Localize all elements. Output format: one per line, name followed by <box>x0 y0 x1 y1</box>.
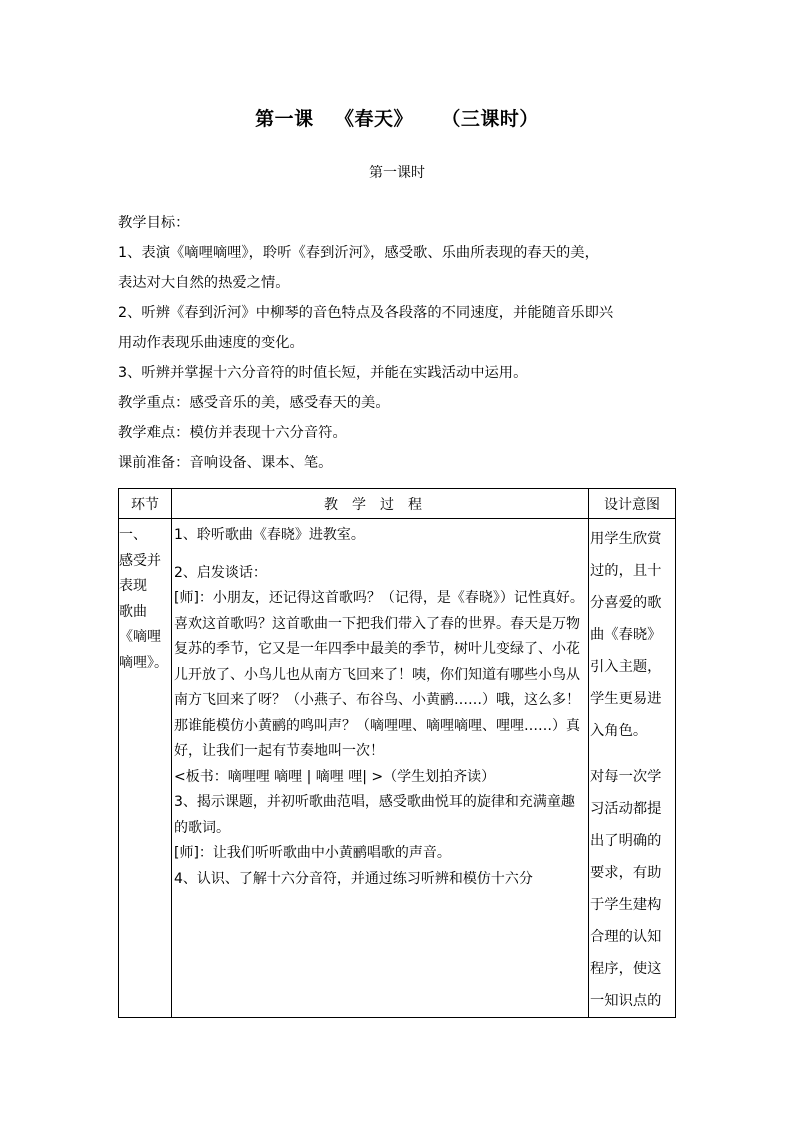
process-step-2: 2、启发谈话： <box>174 564 267 581</box>
design-line: 于学生建构 <box>590 897 662 913</box>
stage-line: 一、 <box>119 527 147 543</box>
page-subtitle: 第一课时 <box>369 165 425 181</box>
design-line: 合理的认知 <box>590 929 662 945</box>
objective-1-line-2: 表达对大自然的热爱之情。 <box>118 275 290 291</box>
table-row <box>119 519 676 1018</box>
design-cell <box>589 519 676 1018</box>
key-point: 教学重点：感受音乐的美，感受春天的美。 <box>118 395 390 411</box>
design-line: 一知识点的 <box>590 993 662 1009</box>
design-line: 程序，使这 <box>590 961 662 977</box>
header-design: 设计意图 <box>589 489 676 519</box>
stage-line: 表现 <box>119 578 147 594</box>
design-line: 要求，有助 <box>590 865 662 881</box>
stage-line: 《嘀哩 <box>119 629 161 645</box>
preparation: 课前准备：音响设备、课本、笔。 <box>118 455 333 471</box>
process-step-1: 1、聆听歌曲《春晓》进教室。 <box>174 527 365 543</box>
design-line: 曲《春晓》 <box>590 627 662 643</box>
process-cell <box>172 519 589 1018</box>
design-line: 对每一次学 <box>590 769 662 785</box>
design-line: 出了明确的 <box>590 833 662 849</box>
design-line: 引入主题， <box>590 659 662 675</box>
design-line: 分喜爱的歌 <box>590 595 662 611</box>
design-line: 习活动都提 <box>590 801 662 817</box>
objectives-heading: 教学目标： <box>118 215 190 231</box>
stage-line: 歌曲 <box>119 603 147 620</box>
design-text <box>589 519 675 1017</box>
header-stage: 环节 <box>119 489 172 519</box>
table-header-row <box>119 489 676 519</box>
process-dialogue-2: [师]：让我们听听歌曲中小黄鹂唱歌的声音。 <box>174 845 451 861</box>
stage-line: 感受并 <box>119 552 161 569</box>
page-title: 第一课 《春天》 （三课时） <box>255 108 539 130</box>
process-step-3: 3、揭示课题，并初听歌曲范唱，感受歌曲悦耳的旋律和充满童趣的歌词。 <box>174 794 575 836</box>
header-process: 教学过程 <box>172 489 589 519</box>
objective-3: 3、听辨并掌握十六分音符的时值长短，并能在实践活动中运用。 <box>118 365 528 381</box>
design-line: 入角色。 <box>590 723 648 739</box>
stage-text <box>119 519 168 676</box>
stage-line: 嘀哩》。 <box>119 654 168 671</box>
objective-1-line-1: 1、表演《嘀哩嘀哩》，聆听《春到沂河》，感受歌、乐曲所表现的春天的美， <box>118 245 599 261</box>
process-board-note: <板书：嘀哩哩 嘀哩 | 嘀哩 哩| >（学生划拍齐读） <box>174 768 496 785</box>
objective-2-line-1: 2、听辨《春到沂河》中柳琴的音色特点及各段落的不同速度，并能随音乐即兴 <box>118 305 614 321</box>
difficult-point: 教学难点：模仿并表现十六分音符。 <box>118 425 347 441</box>
process-text <box>172 519 588 892</box>
objective-2-line-2: 用动作表现乐曲速度的变化。 <box>118 335 304 351</box>
lesson-table <box>118 488 676 1018</box>
design-line: 用学生欣赏 <box>590 531 662 547</box>
stage-cell <box>119 519 172 1018</box>
process-dialogue-1: [师]：小朋友，还记得这首歌吗？（记得，是《春晓》）记性真好。喜欢这首歌吗？这首歌曲一下把我们带入了春的世界。春天是万物复苏的季节，它又是一年四季中最美的季节，树叶儿变绿了、小花儿开放了、小鸟儿也从南方飞回来了！咦，你们知道有哪些小鸟从南方飞回来了呀？（小燕子、布谷鸟、小黄鹂……）哦，这么多！那谁能模仿小黄鹂的鸣叫声？（嘀哩哩、嘀哩嘀哩、哩哩……）真好，让我们一起有节奏地叫一次！ <box>174 590 584 759</box>
design-line: 学生更易进 <box>590 691 662 707</box>
design-line: 过的，且十 <box>590 563 662 579</box>
process-step-4: 4、认识、了解十六分音符，并通过练习听辨和模仿十六分 <box>174 870 533 887</box>
lesson-intro <box>118 208 678 478</box>
